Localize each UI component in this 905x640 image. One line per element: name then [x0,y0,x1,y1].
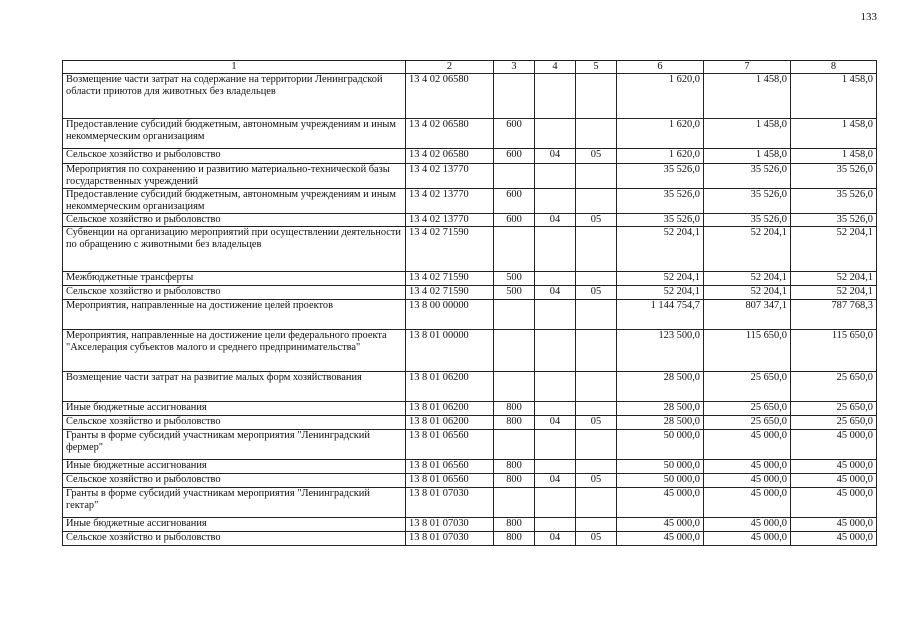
table-row [63,227,877,272]
row-code: 13 8 00 00000 [406,300,494,330]
row-value-col7: 1 458,0 [704,149,791,164]
row-value-col6: 50 000,0 [617,474,704,488]
row-value-col6: 52 204,1 [617,272,704,286]
row-value-col6: 123 500,0 [617,330,704,372]
row-section [535,372,576,402]
row-code: 13 8 01 07030 [406,532,494,546]
row-name: Сельское хозяйство и рыболовство [63,532,406,546]
row-value-col8: 787 768,3 [791,300,877,330]
row-name: Сельское хозяйство и рыболовство [63,214,406,227]
row-code: 13 4 02 13770 [406,164,494,189]
row-value-col7: 52 204,1 [704,286,791,300]
row-name: Сельское хозяйство и рыболовство [63,416,406,430]
row-value-col6: 52 204,1 [617,227,704,272]
row-name: Возмещение части затрат на содержание на территории Ленинградской области приютов для животных без владельцев [63,74,406,119]
row-subsection [576,460,617,474]
row-expense-type: 800 [494,416,535,430]
row-section [535,189,576,214]
row-section [535,330,576,372]
row-section [535,227,576,272]
row-value-col8: 1 458,0 [791,149,877,164]
row-value-col8: 35 526,0 [791,189,877,214]
row-code: 13 4 02 13770 [406,189,494,214]
row-name: Мероприятия по сохранению и развитию материально-технической базы государственных учреждений [63,164,406,189]
table-row [63,300,877,330]
row-code: 13 4 02 06580 [406,119,494,149]
row-value-col8: 52 204,1 [791,227,877,272]
row-name: Межбюджетные трансферты [63,272,406,286]
row-name: Сельское хозяйство и рыболовство [63,474,406,488]
row-subsection [576,272,617,286]
row-expense-type: 800 [494,518,535,532]
row-section: 04 [535,214,576,227]
row-code: 13 4 02 71590 [406,227,494,272]
row-value-col8: 25 650,0 [791,416,877,430]
row-name: Иные бюджетные ассигнования [63,518,406,532]
row-name: Гранты в форме субсидий участникам мероприятия "Ленинградский гектар" [63,488,406,518]
row-value-col8: 115 650,0 [791,330,877,372]
table-row [63,488,877,518]
table-row [63,164,877,189]
table-row [63,402,877,416]
row-subsection [576,488,617,518]
row-section: 04 [535,149,576,164]
row-expense-type: 600 [494,189,535,214]
row-value-col7: 45 000,0 [704,460,791,474]
row-expense-type [494,430,535,460]
row-expense-type [494,227,535,272]
table-row [63,286,877,300]
row-value-col8: 52 204,1 [791,286,877,300]
column-header: 3 [494,61,535,74]
row-expense-type [494,330,535,372]
row-value-col7: 115 650,0 [704,330,791,372]
row-code: 13 8 01 06200 [406,372,494,402]
row-name: Возмещение части затрат на развитие малых форм хозяйствования [63,372,406,402]
table-row [63,474,877,488]
row-value-col7: 52 204,1 [704,272,791,286]
row-subsection [576,330,617,372]
row-name: Мероприятия, направленные на достижение целей проектов [63,300,406,330]
row-expense-type: 600 [494,214,535,227]
row-name: Мероприятия, направленные на достижение цели федерального проекта "Акселерация субъектов малого и среднего предпринимательства" [63,330,406,372]
row-name: Предоставление субсидий бюджетным, автономным учреждениям и иным некоммерческим организациям [63,189,406,214]
row-value-col7: 45 000,0 [704,474,791,488]
row-value-col8: 25 650,0 [791,402,877,416]
row-value-col6: 45 000,0 [617,518,704,532]
row-code: 13 4 02 71590 [406,286,494,300]
row-section [535,74,576,119]
row-value-col8: 1 458,0 [791,119,877,149]
row-subsection [576,402,617,416]
column-header: 1 [63,61,406,74]
row-expense-type [494,488,535,518]
table-row [63,189,877,214]
row-subsection [576,164,617,189]
row-value-col6: 1 620,0 [617,119,704,149]
row-subsection: 05 [576,214,617,227]
row-code: 13 8 01 06200 [406,416,494,430]
row-value-col8: 45 000,0 [791,532,877,546]
row-expense-type: 500 [494,286,535,300]
row-name: Сельское хозяйство и рыболовство [63,149,406,164]
row-value-col7: 52 204,1 [704,227,791,272]
row-expense-type: 800 [494,532,535,546]
row-value-col6: 28 500,0 [617,416,704,430]
column-header: 8 [791,61,877,74]
row-expense-type: 800 [494,460,535,474]
row-value-col7: 35 526,0 [704,189,791,214]
row-value-col8: 25 650,0 [791,372,877,402]
row-code: 13 8 01 07030 [406,488,494,518]
table-row [63,372,877,402]
row-subsection [576,372,617,402]
row-value-col8: 1 458,0 [791,74,877,119]
row-subsection [576,119,617,149]
row-code: 13 8 01 06200 [406,402,494,416]
row-section [535,164,576,189]
row-section [535,402,576,416]
header-row [63,61,877,74]
row-value-col6: 45 000,0 [617,532,704,546]
table-row [63,330,877,372]
row-section [535,518,576,532]
row-subsection: 05 [576,416,617,430]
table-body [63,74,877,546]
row-value-col7: 35 526,0 [704,164,791,189]
row-section [535,119,576,149]
row-value-col7: 1 458,0 [704,119,791,149]
row-value-col6: 28 500,0 [617,372,704,402]
table-row [63,74,877,119]
row-code: 13 4 02 13770 [406,214,494,227]
row-value-col8: 45 000,0 [791,474,877,488]
row-expense-type [494,372,535,402]
row-value-col7: 45 000,0 [704,488,791,518]
table-row [63,214,877,227]
row-subsection: 05 [576,474,617,488]
row-expense-type: 800 [494,474,535,488]
table-row [63,460,877,474]
row-section [535,300,576,330]
column-header: 5 [576,61,617,74]
table-row [63,416,877,430]
row-value-col8: 35 526,0 [791,164,877,189]
row-name: Гранты в форме субсидий участникам мероприятия "Ленинградский фермер" [63,430,406,460]
row-value-col7: 45 000,0 [704,532,791,546]
row-value-col6: 1 144 754,7 [617,300,704,330]
column-header: 6 [617,61,704,74]
row-value-col8: 35 526,0 [791,214,877,227]
page-number: 133 [860,11,877,23]
row-value-col7: 25 650,0 [704,416,791,430]
row-value-col6: 35 526,0 [617,164,704,189]
row-name: Предоставление субсидий бюджетным, автономным учреждениям и иным некоммерческим организациям [63,119,406,149]
row-code: 13 4 02 06580 [406,74,494,119]
row-subsection: 05 [576,286,617,300]
row-code: 13 8 01 00000 [406,330,494,372]
row-code: 13 8 01 06560 [406,430,494,460]
row-value-col7: 45 000,0 [704,430,791,460]
row-name: Иные бюджетные ассигнования [63,402,406,416]
row-subsection: 05 [576,532,617,546]
row-value-col6: 35 526,0 [617,189,704,214]
row-subsection [576,227,617,272]
row-value-col6: 28 500,0 [617,402,704,416]
row-section [535,488,576,518]
row-code: 13 8 01 06560 [406,474,494,488]
column-header: 2 [406,61,494,74]
row-expense-type: 600 [494,119,535,149]
row-section [535,460,576,474]
row-code: 13 4 02 71590 [406,272,494,286]
row-section: 04 [535,416,576,430]
row-value-col6: 50 000,0 [617,430,704,460]
column-header: 7 [704,61,791,74]
row-value-col8: 45 000,0 [791,488,877,518]
table-row [63,518,877,532]
row-value-col6: 1 620,0 [617,149,704,164]
column-header: 4 [535,61,576,74]
row-expense-type [494,300,535,330]
row-section: 04 [535,474,576,488]
row-section [535,272,576,286]
row-expense-type [494,164,535,189]
row-value-col8: 45 000,0 [791,460,877,474]
row-value-col6: 50 000,0 [617,460,704,474]
row-subsection [576,430,617,460]
table-row [63,532,877,546]
row-value-col6: 1 620,0 [617,74,704,119]
row-value-col6: 35 526,0 [617,214,704,227]
row-value-col7: 25 650,0 [704,402,791,416]
row-expense-type [494,74,535,119]
row-section [535,430,576,460]
row-value-col8: 52 204,1 [791,272,877,286]
row-value-col7: 807 347,1 [704,300,791,330]
budget-table [62,60,877,546]
row-code: 13 4 02 06580 [406,149,494,164]
row-value-col8: 45 000,0 [791,430,877,460]
row-section: 04 [535,286,576,300]
row-name: Иные бюджетные ассигнования [63,460,406,474]
row-name: Сельское хозяйство и рыболовство [63,286,406,300]
row-section: 04 [535,532,576,546]
row-subsection [576,300,617,330]
table-row [63,272,877,286]
row-value-col7: 1 458,0 [704,74,791,119]
table-row [63,149,877,164]
row-value-col7: 25 650,0 [704,372,791,402]
row-subsection [576,74,617,119]
row-code: 13 8 01 07030 [406,518,494,532]
row-subsection [576,518,617,532]
row-value-col7: 35 526,0 [704,214,791,227]
row-name: Субвенции на организацию мероприятий при осуществлении деятельности по обращению с животными без владельцев [63,227,406,272]
row-subsection: 05 [576,149,617,164]
row-value-col6: 45 000,0 [617,488,704,518]
table-row [63,430,877,460]
row-code: 13 8 01 06560 [406,460,494,474]
row-expense-type: 600 [494,149,535,164]
row-value-col8: 45 000,0 [791,518,877,532]
row-value-col7: 45 000,0 [704,518,791,532]
row-expense-type: 500 [494,272,535,286]
table-row [63,119,877,149]
row-subsection [576,189,617,214]
row-value-col6: 52 204,1 [617,286,704,300]
row-expense-type: 800 [494,402,535,416]
